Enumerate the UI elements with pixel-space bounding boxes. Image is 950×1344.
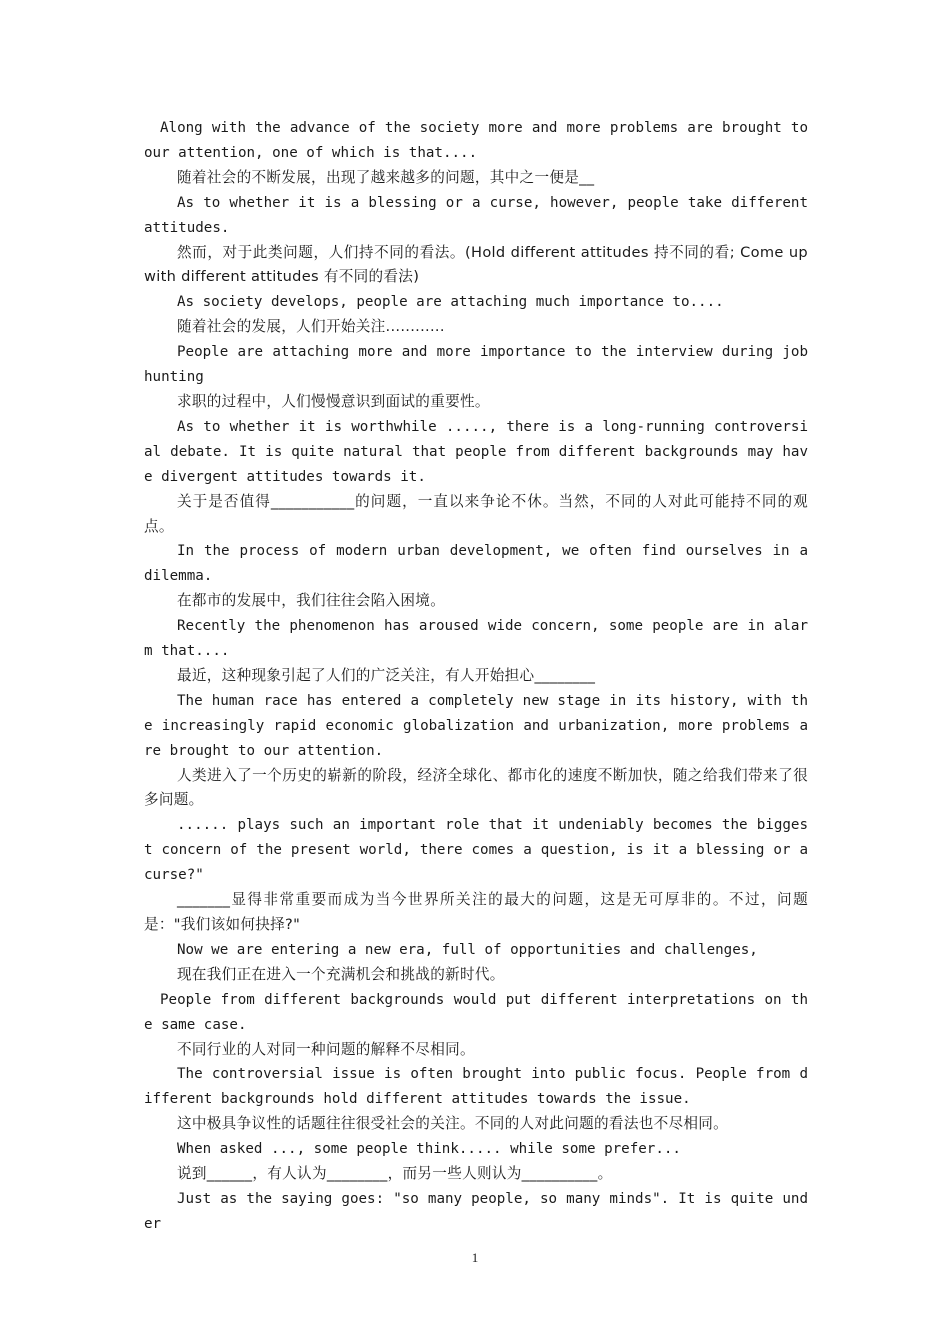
chinese-paragraph: 随着社会的不断发展，出现了越来越多的问题，其中之一便是__ xyxy=(177,168,595,186)
chinese-paragraph: 人类进入了一个历史的崭新的阶段，经济全球化、都市化的速度不断加快，随之给我们带来了很多问题。 xyxy=(144,766,808,809)
english-paragraph: Recently the phenomenon has aroused wide concern, some people are in alarm that.... xyxy=(144,618,808,660)
chinese-paragraph: 这中极具争议性的话题往往很受社会的关注。不同的人对此问题的看法也不尽相同。 xyxy=(177,1115,729,1133)
english-paragraph: As to whether it is a blessing or a curse, however, people take different attitudes. xyxy=(144,194,817,236)
chinese-paragraph: 最近，这种现象引起了人们的广泛关注，有人开始担心________ xyxy=(177,666,596,684)
chinese-paragraph: 不同行业的人对同一种问题的解释不尽相同。 xyxy=(177,1040,475,1058)
english-paragraph: Now we are entering a new era, full of opportunities and challenges, xyxy=(177,941,758,958)
chinese-paragraph: _______显得非常重要而成为当今世界所关注的最大的问题，这是无可厚非的。不过，问题是："我们该如何抉择?" xyxy=(144,891,808,933)
chinese-paragraph: 然而，对于此类问题，人们持不同的看法。(Hold different attitudes 持不同的看; Come up with different attitudes 有不同的看法) xyxy=(144,243,813,286)
english-paragraph: People are attaching more and more importance to the interview during job hunting xyxy=(144,344,817,386)
english-paragraph: People from different backgrounds would put different interpretations on the same case. xyxy=(144,991,808,1033)
english-paragraph: ...... plays such an important role that it undeniably becomes the biggest concern of the present world, there comes a question, is it a blessing or a curse?" xyxy=(144,817,817,884)
chinese-paragraph: 在都市的发展中，我们往往会陷入困境。 xyxy=(177,592,446,610)
chinese-paragraph: 现在我们正在进入一个充满机会和挑战的新时代。 xyxy=(177,965,505,983)
english-paragraph: The controversial issue is often brought into public focus. People from different backgrounds hold different attitudes towards the issue. xyxy=(144,1066,808,1108)
english-paragraph: Along with the advance of the society more and more problems are brought to our attention, one of which is that.... xyxy=(144,120,817,161)
chinese-paragraph: 随着社会的发展，人们开始关注............ xyxy=(177,318,445,336)
document-body xyxy=(144,116,817,1237)
english-paragraph: The human race has entered a completely new stage in its history, with the increasingly rapid economic globalization and urbanization, more problems are brought to our attention. xyxy=(144,692,808,759)
english-paragraph: In the process of modern urban development, we often find ourselves in a dilemma. xyxy=(144,543,817,585)
english-paragraph: As society develops, people are attaching much importance to.... xyxy=(177,294,724,311)
english-paragraph: When asked ..., some people think..... while some prefer... xyxy=(177,1141,681,1158)
chinese-paragraph: 关于是否值得___________的问题，一直以来争论不休。当然，不同的人对此可能持不同的观点。 xyxy=(144,492,808,535)
chinese-paragraph: 求职的过程中，人们慢慢意识到面试的重要性。 xyxy=(177,392,490,410)
page-number: 1 xyxy=(471,1250,479,1265)
chinese-paragraph: 说到______，有人认为________，而另一些人则认为__________。 xyxy=(177,1165,613,1183)
english-paragraph: Just as the saying goes: "so many people, so many minds". It is quite under xyxy=(144,1190,808,1232)
english-paragraph: As to whether it is worthwhile ....., there is a long-running controversial debate. It is quite natural that people from different backgrounds may have divergent attitudes towards it. xyxy=(144,418,808,485)
